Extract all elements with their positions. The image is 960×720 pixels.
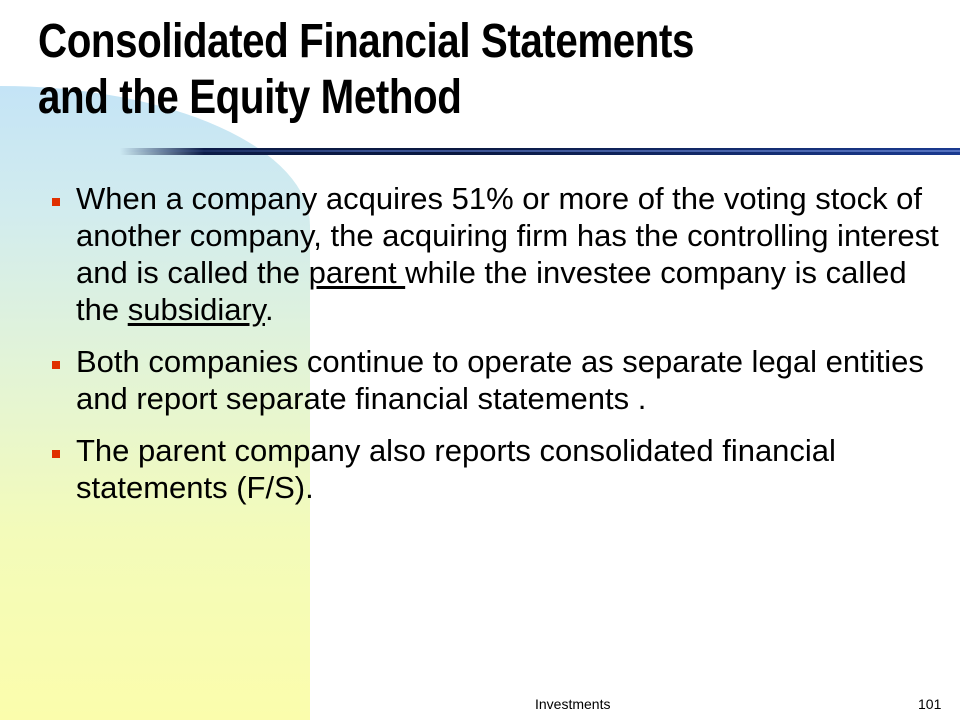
bullet-list <box>52 180 942 521</box>
term-subsidiary: subsidiary <box>127 292 265 327</box>
bullet-2-text: Both companies continue to operate as separate legal entities and report separate financial statements . <box>76 344 924 416</box>
square-bullet-icon <box>52 198 60 206</box>
bullet-1-text-part-1: When a company acquires 51% or more of the voting stock of another company, the acquiring firm has the controlling interest and is called the <box>76 181 939 290</box>
page-number: 101 <box>918 696 942 712</box>
bullet-3-text: The parent company also reports consolidated financial statements (F/S). <box>76 433 836 505</box>
bullet-1-text-part-3: . <box>264 292 274 327</box>
slide-title <box>38 14 694 126</box>
slide-title-line-2: and the Equity Method <box>38 71 462 124</box>
square-bullet-icon <box>52 450 60 458</box>
bullet-item-consolidated-fs <box>52 432 942 506</box>
bullet-item-parent-subsidiary <box>52 180 942 328</box>
bullet-1-text-part-2: while the investee company is called the <box>76 255 907 327</box>
bullet-item-separate-entities <box>52 343 942 417</box>
title-underline-rule <box>120 148 960 155</box>
slide-title-line-1: Consolidated Financial Statements <box>38 15 695 68</box>
square-bullet-icon <box>52 361 60 369</box>
slide-footer: Investments <box>535 696 611 712</box>
term-parent: parent <box>308 255 406 290</box>
